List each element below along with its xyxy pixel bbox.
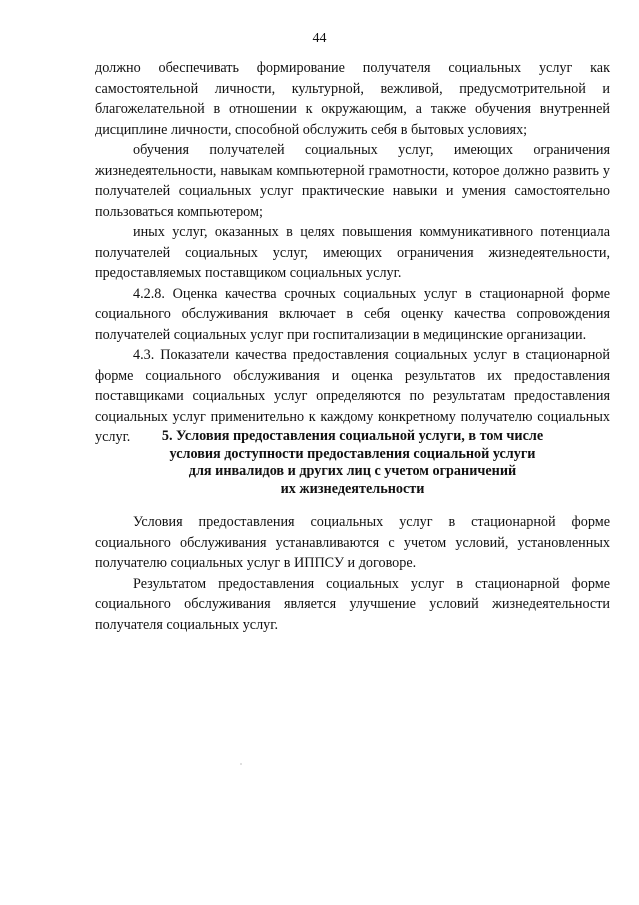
- section-5-text-block: [95, 512, 610, 635]
- section-5-heading: [95, 428, 610, 498]
- paragraph-4-2-8: 4.2.8. Оценка качества срочных социальных услуг в стационарной форме социального обслуживания включает в себя оценку качества сопровождения получателей социальных услуг при госпитализации в медицинские организации.: [95, 285, 610, 343]
- heading-line: для инвалидов и других лиц с учетом ограничений: [188, 463, 517, 479]
- scan-speck: [240, 763, 242, 765]
- heading-line: условия доступности предоставления социальной услуги: [169, 445, 536, 462]
- heading-line: их жизнедеятельности: [280, 480, 425, 497]
- paragraph-computer-literacy: обучения получателей социальных услуг, имеющих ограничения жизнедеятельности, навыкам компьютерной грамотности, которое должно развить у получателей социальных услуг практические навыки и умения самостоятельно пользоваться компьютером;: [95, 142, 610, 220]
- paragraph-result: Результатом предоставления социальных услуг в стационарной форме социального обслуживания является улучшение условий жизнедеятельности получателя социальных услуг.: [95, 575, 610, 633]
- heading-line: 5. Условия предоставления социальной услуги, в том числе: [161, 428, 544, 444]
- paragraph-conditions: Условия предоставления социальных услуг в стационарной форме социального обслуживания устанавливаются с учетом условий, установленных получателю социальных услуг в ИППСУ и договоре.: [95, 514, 610, 571]
- page-number: 44: [312, 31, 327, 46]
- paragraph-continued: должно обеспечивать формирование получателя социальных услуг как самостоятельной личности, культурной, вежливой, предусмотрительной и благожелательной в отношении к окружающим, а также обучения внутренней дисциплине личности, способной обслужить себя в бытовых условиях;: [95, 60, 610, 138]
- paragraph-4-3: 4.3. Показатели качества предоставления социальных услуг в стационарной форме социального обслуживания и оценка результатов их предоставления поставщиками социальных услуг определяются по результатам предоставления социальных услуг применительно к каждому конкретному получателю социальных услуг.: [95, 347, 610, 445]
- intro-text-block: [95, 58, 610, 448]
- paragraph-other-services: иных услуг, оказанных в целях повышения коммуникативного потенциала получателей социальных услуг, имеющих ограничения жизнедеятельности, предоставляемых поставщиком социальных услуг.: [95, 224, 610, 281]
